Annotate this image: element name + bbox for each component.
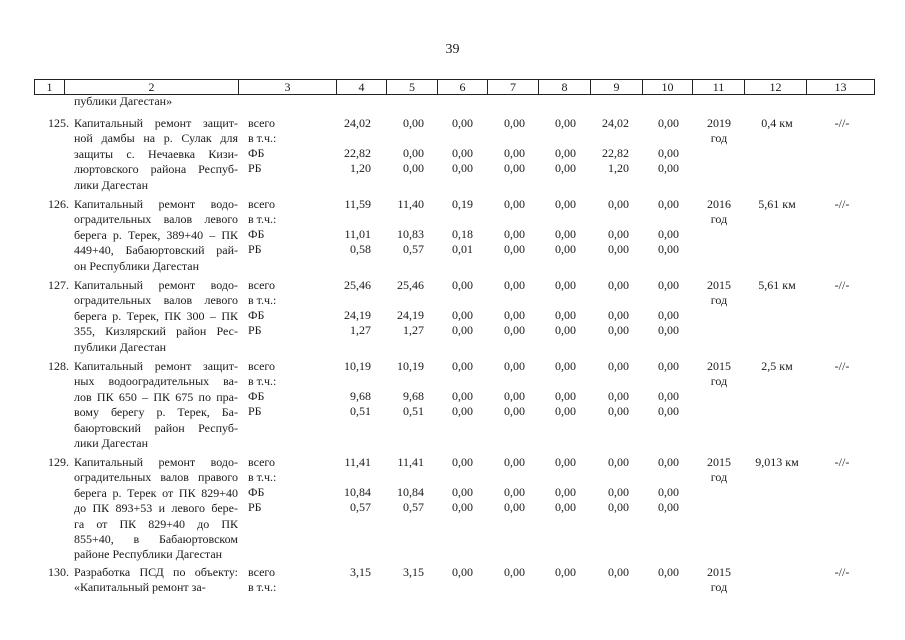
funding-type: ФБ (248, 485, 265, 499)
column-header-12: 12 (744, 80, 806, 94)
completion-year (696, 359, 742, 389)
description-line: «Капитальный ремонт за- (74, 580, 206, 595)
value-cell: 1,20 (350, 161, 371, 175)
note-ditto: -//- (834, 197, 850, 211)
value-cell: 22,82 (344, 146, 371, 160)
value-cell: 0,00 (452, 404, 473, 418)
value-cell: 0,00 (504, 242, 525, 256)
value-cell: 0,00 (608, 404, 629, 418)
completion-year (696, 116, 742, 146)
year-line: 2015 (707, 565, 731, 579)
value-cell: 0,00 (608, 308, 629, 322)
value-cell: 25,46 (344, 278, 371, 292)
value-cell (413, 131, 473, 146)
description-line: баюртовский район Респуб- (74, 420, 238, 435)
row-number: 129. (48, 455, 69, 469)
value-cell: 0,00 (555, 227, 576, 241)
value-cell: 0,00 (452, 565, 473, 579)
value-cell: 0,00 (658, 308, 679, 322)
value-cell (619, 293, 679, 308)
funding-type: ФБ (248, 146, 265, 160)
value-cell: 11,59 (344, 197, 371, 211)
value-cell: 0,00 (452, 485, 473, 499)
row-description (74, 278, 238, 355)
capacity-length: 0,4 км (761, 116, 793, 130)
value-cell: 0,51 (350, 404, 371, 418)
description-line: оградительных валов правого (74, 470, 238, 485)
note-ditto: -//- (834, 455, 850, 469)
completion-year (696, 197, 742, 227)
value-cell: 0,00 (658, 455, 679, 469)
row-description (74, 359, 238, 451)
completion-year (696, 455, 742, 485)
value-column-c8 (516, 278, 576, 338)
funding-type: всего (248, 455, 276, 469)
value-cell: 0,00 (608, 359, 629, 373)
value-cell: 3,15 (350, 565, 371, 579)
value-column-c6 (413, 116, 473, 176)
value-cell (619, 374, 679, 389)
value-cell (413, 293, 473, 308)
value-cell (619, 470, 679, 485)
row-description (74, 116, 238, 193)
value-cell (516, 374, 576, 389)
description-line: ных водооградительных ва- (74, 374, 238, 389)
description-line: 355, Кизлярский район Рес- (74, 324, 238, 339)
value-cell: 0,00 (555, 389, 576, 403)
value-cell (413, 470, 473, 485)
value-cell: 11,41 (344, 455, 371, 469)
column-header-5: 5 (386, 80, 437, 94)
funding-types (248, 278, 276, 338)
description-line: Разработка ПСД по объекту: (74, 565, 238, 579)
row-number: 125. (48, 116, 69, 130)
value-cell: 0,00 (504, 455, 525, 469)
value-cell: 0,00 (452, 116, 473, 130)
column-header-9: 9 (590, 80, 642, 94)
value-column-c10 (619, 455, 679, 515)
description-line: Капитальный ремонт водо- (74, 197, 238, 211)
value-cell: 9,68 (350, 389, 371, 403)
description-line: Капитальный ремонт защит- (74, 116, 238, 130)
funding-type: всего (248, 565, 276, 579)
value-column-c4 (311, 359, 371, 419)
funding-type: в т.ч.: (248, 212, 277, 226)
value-cell: 11,41 (397, 455, 424, 469)
description-line: вому берегу р. Терек, Ба- (74, 405, 238, 420)
funding-type: РБ (248, 323, 262, 337)
value-cell: 0,01 (452, 242, 473, 256)
value-cell: 0,19 (452, 197, 473, 211)
funding-type: всего (248, 197, 276, 211)
value-column-c4 (311, 116, 371, 176)
year-line: год (710, 212, 728, 226)
value-cell: 0,00 (452, 323, 473, 337)
value-cell: 0,00 (452, 389, 473, 403)
note-ditto: -//- (834, 359, 850, 373)
description-line: 449+40, Бабаюртовский рай- (74, 243, 238, 258)
funding-type: ФБ (248, 308, 265, 322)
description-line: защиты с. Нечаевка Кизи- (74, 146, 238, 161)
description-line: берега р. Терек от ПК 829+40 (74, 485, 238, 500)
value-cell: 0,00 (452, 455, 473, 469)
column-header-2: 2 (64, 80, 238, 94)
year-line: год (710, 470, 728, 484)
value-cell: 0,18 (452, 227, 473, 241)
description-line: Капитальный ремонт водо- (74, 455, 238, 469)
value-cell: 0,58 (350, 242, 371, 256)
description-line: лов ПК 650 – ПК 675 по пра- (74, 389, 238, 404)
value-cell: 0,00 (658, 161, 679, 175)
value-cell: 0,00 (555, 359, 576, 373)
value-cell (619, 212, 679, 227)
capacity-length: 5,61 км (758, 197, 796, 211)
value-column-c4 (311, 565, 371, 580)
row-description (74, 565, 238, 596)
value-cell: 0,00 (608, 323, 629, 337)
value-cell: 0,00 (658, 116, 679, 130)
value-column-c8 (516, 455, 576, 515)
funding-type: ФБ (248, 389, 265, 403)
note-ditto: -//- (834, 278, 850, 292)
value-cell: 0,00 (555, 242, 576, 256)
value-column-c4 (311, 278, 371, 338)
value-column-c6 (413, 565, 473, 580)
value-cell: 0,00 (658, 389, 679, 403)
value-column-c8 (516, 565, 576, 580)
funding-type: в т.ч.: (248, 470, 277, 484)
column-header-8: 8 (538, 80, 590, 94)
capacity-length: 2,5 км (761, 359, 793, 373)
funding-type: в т.ч.: (248, 580, 277, 594)
capacity-length: 5,61 км (758, 278, 796, 292)
value-cell: 0,00 (608, 565, 629, 579)
value-cell: 0,00 (555, 565, 576, 579)
value-cell: 0,00 (658, 197, 679, 211)
value-cell: 0,00 (403, 116, 424, 130)
description-line: оградительных валов левого (74, 212, 238, 227)
value-cell: 10,84 (344, 485, 371, 499)
value-cell: 24,19 (397, 308, 424, 322)
value-cell: 9,68 (403, 389, 424, 403)
value-cell: 0,00 (452, 500, 473, 514)
value-column-c6 (413, 197, 473, 257)
value-cell: 0,00 (658, 242, 679, 256)
column-header-13: 13 (806, 80, 875, 94)
value-cell (516, 212, 576, 227)
row-description (74, 197, 238, 274)
value-cell: 0,00 (555, 308, 576, 322)
value-cell: 0,00 (658, 565, 679, 579)
note-ditto: -//- (834, 565, 850, 579)
row-number: 130. (48, 565, 69, 579)
value-cell: 0,00 (504, 323, 525, 337)
value-cell: 0,00 (504, 500, 525, 514)
value-cell: 1,20 (608, 161, 629, 175)
value-cell: 0,00 (658, 146, 679, 160)
value-cell (413, 212, 473, 227)
value-column-c10 (619, 565, 679, 580)
value-cell (619, 131, 679, 146)
funding-type: ФБ (248, 227, 265, 241)
value-cell: 11,01 (344, 227, 371, 241)
value-cell: 0,00 (555, 161, 576, 175)
value-cell: 0,00 (403, 146, 424, 160)
capacity-length: 9,013 км (755, 455, 799, 469)
value-cell: 0,00 (452, 146, 473, 160)
value-cell: 24,19 (344, 308, 371, 322)
value-cell: 0,00 (608, 485, 629, 499)
value-cell: 0,00 (658, 404, 679, 418)
value-column-c6 (413, 278, 473, 338)
completion-year (696, 278, 742, 308)
value-cell: 0,00 (555, 404, 576, 418)
value-cell (516, 293, 576, 308)
value-cell: 0,00 (504, 116, 525, 130)
funding-types (248, 197, 276, 257)
value-cell: 0,00 (452, 161, 473, 175)
value-cell: 0,00 (658, 359, 679, 373)
value-cell: 0,00 (504, 197, 525, 211)
value-cell (311, 470, 371, 485)
value-cell: 0,00 (504, 227, 525, 241)
year-line: 2019 (707, 116, 731, 130)
description-line: оградительных валов левого (74, 293, 238, 308)
value-cell: 11,40 (397, 197, 424, 211)
column-header-7: 7 (487, 80, 538, 94)
value-column-c8 (516, 359, 576, 419)
description-line: до ПК 893+53 и левого бере- (74, 501, 238, 516)
description-line: публики Дагестан (74, 339, 167, 354)
description-line: берега р. Терек, ПК 300 – ПК (74, 308, 238, 323)
row-number: 128. (48, 359, 69, 373)
description-line: он Республики Дагестан (74, 258, 199, 273)
row-description (74, 455, 238, 563)
column-header-6: 6 (437, 80, 487, 94)
year-line: год (710, 131, 728, 145)
value-cell: 0,00 (608, 242, 629, 256)
value-cell: 0,00 (504, 161, 525, 175)
completion-year (696, 565, 742, 595)
value-cell: 0,57 (403, 242, 424, 256)
value-cell: 10,19 (344, 359, 371, 373)
value-cell: 0,00 (555, 500, 576, 514)
value-column-c6 (413, 359, 473, 419)
description-line: 855+40, в Бабаюртовском (74, 532, 238, 547)
note-ditto: -//- (834, 116, 850, 130)
year-line: год (710, 293, 728, 307)
value-cell: 0,51 (403, 404, 424, 418)
value-cell: 0,00 (504, 278, 525, 292)
value-cell: 0,57 (350, 500, 371, 514)
value-cell (311, 293, 371, 308)
funding-type: РБ (248, 404, 262, 418)
value-cell: 0,00 (452, 278, 473, 292)
value-cell: 0,00 (555, 146, 576, 160)
value-cell: 0,00 (452, 359, 473, 373)
description-line: Капитальный ремонт водо- (74, 278, 238, 292)
description-line: лики Дагестан (74, 436, 149, 451)
value-cell: 0,00 (555, 455, 576, 469)
funding-type: в т.ч.: (248, 374, 277, 388)
value-column-c8 (516, 197, 576, 257)
value-column-c6 (413, 455, 473, 515)
value-cell: 0,00 (608, 278, 629, 292)
description-line: га от ПК 829+40 до ПК (74, 516, 238, 531)
value-cell: 0,00 (658, 323, 679, 337)
funding-type: в т.ч.: (248, 293, 277, 307)
column-header-3: 3 (238, 80, 336, 94)
value-cell (516, 131, 576, 146)
year-line: 2015 (707, 455, 731, 469)
value-cell: 0,00 (555, 323, 576, 337)
description-line: лики Дагестан (74, 177, 149, 192)
value-cell: 0,00 (658, 278, 679, 292)
funding-types (248, 455, 276, 515)
description-line: Капитальный ремонт защит- (74, 359, 238, 373)
value-cell (413, 374, 473, 389)
value-column-c10 (619, 197, 679, 257)
value-cell: 24,02 (344, 116, 371, 130)
continued-description: публики Дагестан» (74, 94, 173, 108)
value-column-c10 (619, 278, 679, 338)
value-cell: 0,00 (504, 146, 525, 160)
value-cell: 0,00 (608, 389, 629, 403)
value-cell: 0,00 (504, 359, 525, 373)
value-cell: 0,00 (452, 308, 473, 322)
table-header (34, 79, 875, 95)
description-line: ной дамбы на р. Сулак для (74, 131, 238, 146)
value-cell: 10,19 (397, 359, 424, 373)
description-line: люртовского района Респуб- (74, 162, 238, 177)
funding-type: всего (248, 278, 276, 292)
value-cell: 0,00 (608, 455, 629, 469)
row-number: 127. (48, 278, 69, 292)
value-cell: 0,00 (555, 197, 576, 211)
value-cell: 0,00 (658, 227, 679, 241)
funding-types (248, 565, 276, 595)
value-cell: 1,27 (403, 323, 424, 337)
value-cell: 0,00 (504, 485, 525, 499)
value-cell: 0,00 (658, 485, 679, 499)
value-cell: 0,00 (504, 389, 525, 403)
column-header-4: 4 (336, 80, 386, 94)
funding-types (248, 359, 276, 419)
value-cell: 10,84 (397, 485, 424, 499)
funding-types (248, 116, 276, 176)
value-cell: 0,00 (555, 278, 576, 292)
value-column-c10 (619, 116, 679, 176)
page-number: 39 (445, 42, 460, 57)
value-cell: 0,00 (504, 308, 525, 322)
year-line: 2015 (707, 359, 731, 373)
value-cell (311, 212, 371, 227)
value-cell: 1,27 (350, 323, 371, 337)
value-cell: 3,15 (403, 565, 424, 579)
funding-type: всего (248, 359, 276, 373)
column-header-10: 10 (642, 80, 692, 94)
value-column-c10 (619, 359, 679, 419)
description-line: районе Республики Дагестан (74, 547, 223, 562)
funding-type: РБ (248, 161, 262, 175)
value-cell: 0,00 (608, 227, 629, 241)
description-line: берега р. Терек, 389+40 – ПК (74, 227, 238, 242)
value-cell: 22,82 (602, 146, 629, 160)
value-cell: 25,46 (397, 278, 424, 292)
value-column-c4 (311, 197, 371, 257)
value-cell: 0,00 (608, 197, 629, 211)
value-cell: 0,00 (658, 500, 679, 514)
funding-type: всего (248, 116, 276, 130)
column-header-1: 1 (34, 80, 64, 94)
year-line: 2015 (707, 278, 731, 292)
value-cell: 0,57 (403, 500, 424, 514)
funding-type: РБ (248, 500, 262, 514)
year-line: год (710, 374, 728, 388)
column-header-11: 11 (692, 80, 744, 94)
year-line: год (710, 580, 728, 594)
funding-type: РБ (248, 242, 262, 256)
value-cell: 0,00 (608, 500, 629, 514)
value-cell: 0,00 (555, 485, 576, 499)
value-cell: 0,00 (504, 404, 525, 418)
value-cell: 0,00 (403, 161, 424, 175)
year-line: 2016 (707, 197, 731, 211)
funding-type: в т.ч.: (248, 131, 277, 145)
value-cell: 10,83 (397, 227, 424, 241)
value-column-c8 (516, 116, 576, 176)
value-cell: 0,00 (504, 565, 525, 579)
value-cell: 0,00 (555, 116, 576, 130)
value-cell (311, 131, 371, 146)
row-number: 126. (48, 197, 69, 211)
value-column-c4 (311, 455, 371, 515)
value-cell (516, 470, 576, 485)
value-cell: 24,02 (602, 116, 629, 130)
value-cell (311, 374, 371, 389)
